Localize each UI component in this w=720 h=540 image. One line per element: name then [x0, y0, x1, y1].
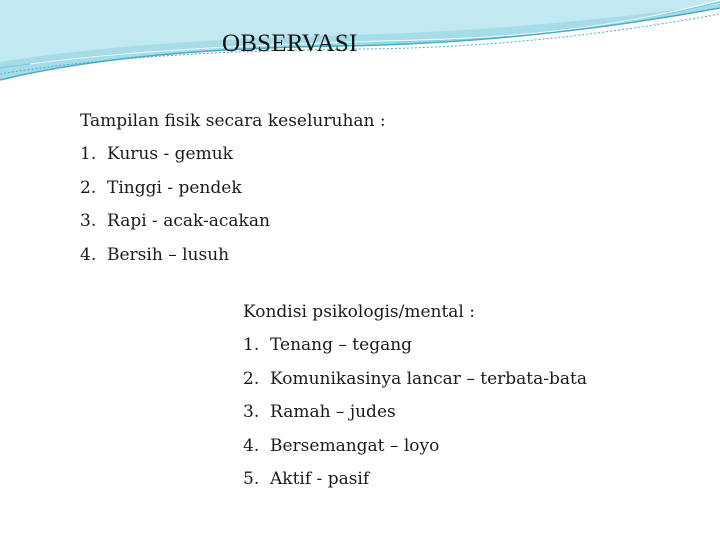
list-item — [80, 205, 386, 239]
physical-list — [80, 138, 386, 272]
list-text: Bersih – lusuh — [107, 244, 230, 265]
list-text: Bersemangat – loyo — [270, 435, 440, 456]
list-number: 1. — [80, 144, 97, 164]
list-text: Komunikasinya lancar – terbata-bata — [270, 368, 587, 389]
list-number: 3. — [80, 211, 97, 231]
physical-heading: Tampilan fisik secara keseluruhan : — [80, 111, 386, 131]
list-text: Kurus - gemuk — [107, 144, 233, 164]
list-text: Aktif - pasif — [270, 469, 370, 489]
list-item — [243, 430, 587, 464]
list-text: Tinggi - pendek — [107, 177, 242, 198]
mental-heading: Kondisi psikologis/mental : — [243, 302, 475, 322]
header-wave-decoration — [0, 0, 720, 90]
physical-appearance-section — [80, 105, 386, 272]
list-item — [80, 172, 386, 206]
list-text: Tenang – tegang — [270, 335, 413, 355]
list-number: 3. — [243, 402, 260, 422]
mental-list — [243, 329, 587, 497]
list-item — [243, 463, 587, 497]
list-number: 5. — [243, 469, 260, 489]
mental-condition-section — [243, 296, 587, 497]
list-number: 1. — [243, 335, 260, 355]
list-number: 2. — [80, 177, 97, 198]
list-number: 4. — [80, 244, 97, 265]
list-item — [243, 396, 587, 430]
list-number: 2. — [243, 368, 260, 389]
slide-title: OBSERVASI — [222, 30, 358, 57]
list-text: Rapi - acak-acakan — [107, 211, 270, 231]
list-item — [243, 329, 587, 363]
list-item — [243, 363, 587, 397]
list-item — [80, 138, 386, 172]
list-item — [80, 239, 386, 273]
list-number: 4. — [243, 435, 260, 456]
list-text: Ramah – judes — [270, 402, 396, 422]
